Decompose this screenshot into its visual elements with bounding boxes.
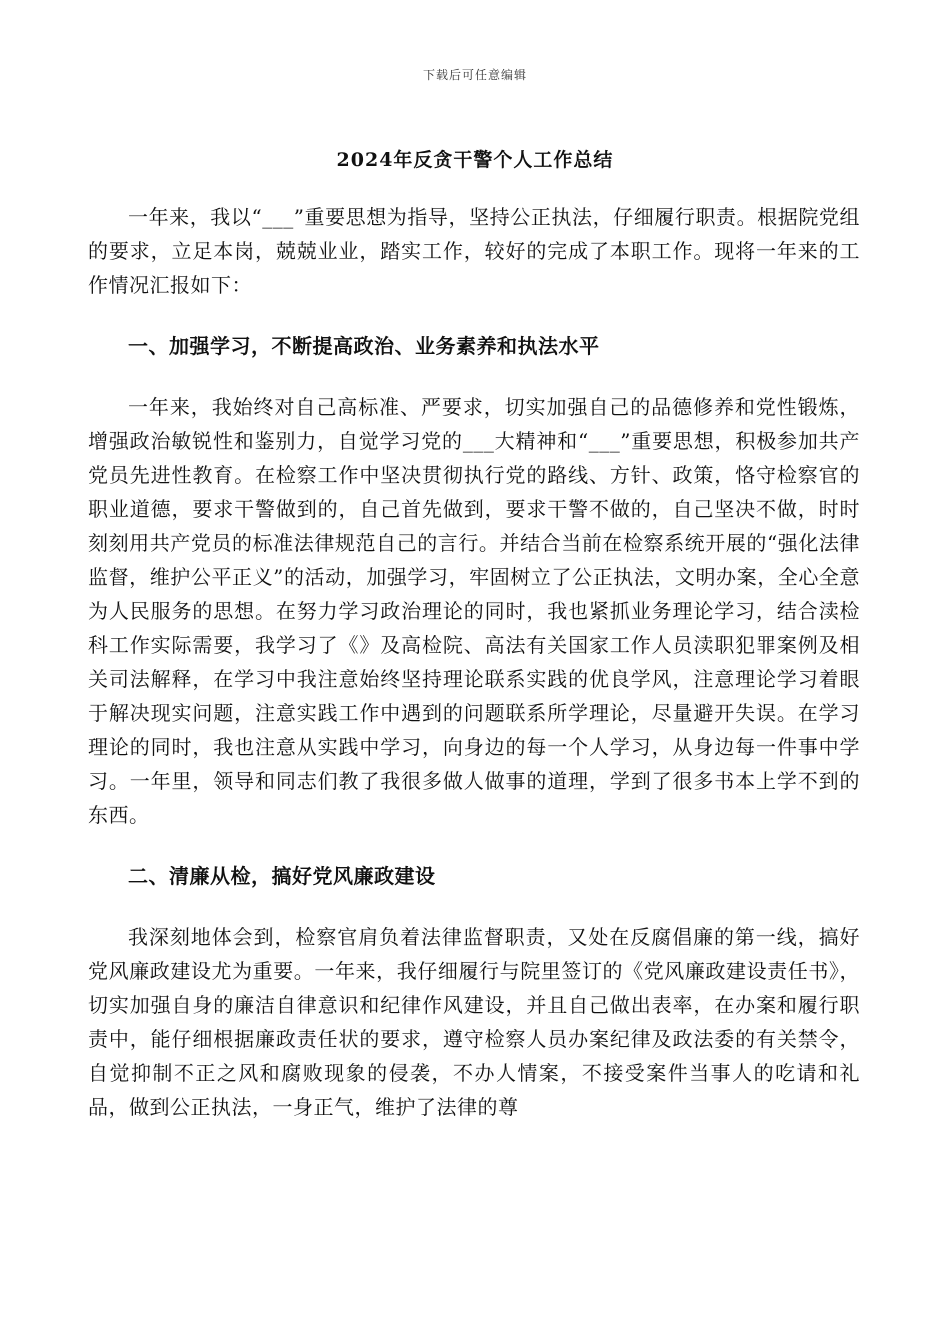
section-2-paragraph: 我深刻地体会到，检察官肩负着法律监督职责，又处在反腐倡廉的第一线，搞好党风廉政建设尤为重要。一年来，我仔细履行与院里签订的《党风廉政建设责任书》，切实加强自身的廉洁自律意识和纪律作风建设，并且自己做出表率，在办案和履行职责中，能仔细根据廉政责任状的要求，遵守检察人员办案纪律及政法委的有关禁令，自觉抑制不正之风和腐败现象的侵袭，不办人情案，不接受案件当事人的吃请和礼品，做到公正执法，一身正气，维护了法律的尊: [88, 925, 860, 1119]
section-1-paragraph: 一年来，我始终对自己高标准、严要求，切实加强自己的品德修养和党性锻炼，增强政治敏锐性和鉴别力，自觉学习党的___大精神和“___”重要思想，积极参加共产党员先进性教育。在检察工作中坚决贯彻执行党的路线、方针、政策，恪守检察官的职业道德，要求干警做到的，自己首先做到，要求干警不做的，自己坚决不做，时时刻刻用共产党员的标准法律规范自己的言行。并结合当前在检察系统开展的“强化法律监督，维护公平正义”的活动，加强学习，牢固树立了公正执法，文明办案，全心全意为人民服务的思想。在努力学习政治理论的同时，我也紧抓业务理论学习，结合渎检科工作实际需要，我学习了《》及高检院、高法有关国家工作人员渎职犯罪案例及相关司法解释，在学习中我注意始终坚持理论联系实践的优良学风，注意理论学习着眼于解决现实问题，注意实践工作中遇到的问题联系所学理论，尽量避开失误。在学习理论的同时，我也注意从实践中学习，向身边的每一个人学习，从身边每一件事中学习。一年里，领导和同志们教了我很多做人做事的道理，学到了很多书本上学不到的东西。: [88, 395, 860, 827]
document-title: 2024年反贪干警个人工作总结: [336, 149, 614, 171]
document-body: [88, 200, 860, 1124]
section-1-heading: 一、加强学习，不断提高政治、业务素养和执法水平: [128, 334, 600, 358]
header-note: 下载后可任意编辑: [422, 68, 527, 82]
section-2-heading: 二、清廉从检，搞好党风廉政建设: [128, 864, 436, 888]
intro-paragraph: 一年来，我以“___”重要思想为指导，坚持公正执法，仔细履行职责。根据院党组的要求，立足本岗，兢兢业业，踏实工作，较好的完成了本职工作。现将一年来的工作情况汇报如下：: [88, 205, 860, 297]
